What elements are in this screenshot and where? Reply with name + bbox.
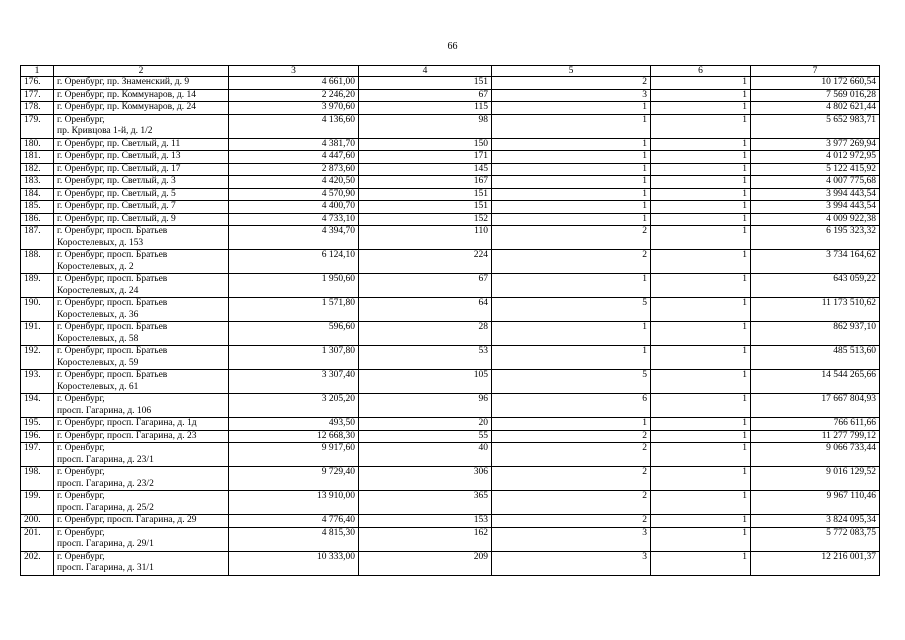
address-cell: [54, 102, 229, 115]
column-5-cell: 1: [492, 201, 651, 214]
address-cell: [54, 89, 229, 102]
area-cell: 1 571,80: [229, 298, 359, 322]
address-line: г. Оренбург, просп. Гагарина, д. 23: [57, 430, 197, 441]
address-line: просп. Гагарина, д. 29/1: [57, 539, 154, 549]
column-6-cell: 1: [651, 418, 751, 431]
address-line: г. Оренбург, пр. Коммунаров, д. 14: [57, 89, 196, 100]
address-line: г. Оренбург, просп. Гагарина, д. 1д: [57, 418, 197, 428]
column-5-cell: 1: [492, 114, 651, 138]
address-line: г. Оренбург, пр. Светлый, д. 9: [57, 213, 176, 224]
table-row: [21, 102, 880, 115]
header-cell-5: 5: [492, 66, 651, 77]
row-number: 179.: [21, 114, 54, 138]
column-5-cell: 1: [492, 274, 651, 298]
address-cell: [54, 298, 229, 322]
column-5-cell: 1: [492, 102, 651, 115]
row-number: 199.: [21, 491, 54, 515]
column-6-cell: 1: [651, 176, 751, 189]
address-line: Коростелевых, д. 61: [57, 381, 139, 392]
column-5-cell: 1: [492, 418, 651, 431]
row-number: 185.: [21, 201, 54, 214]
cost-cell: 643 059,22: [751, 274, 880, 298]
column-5-cell: 3: [492, 551, 651, 575]
row-number: 195.: [21, 418, 54, 431]
column-6-cell: 1: [651, 322, 751, 346]
column-6-cell: 1: [651, 443, 751, 467]
address-cell: [54, 515, 229, 528]
table-row: [21, 138, 880, 151]
address-cell: [54, 163, 229, 176]
row-number: 180.: [21, 138, 54, 151]
column-5-cell: 1: [492, 138, 651, 151]
address-cell: [54, 138, 229, 151]
column-5-cell: 1: [492, 213, 651, 226]
cost-cell: 17 667 804,93: [751, 394, 880, 418]
area-cell: 3 307,40: [229, 370, 359, 394]
address-line: г. Оренбург, просп. Братьев: [57, 346, 168, 356]
area-cell: 9 917,60: [229, 443, 359, 467]
area-cell: 4 733,10: [229, 213, 359, 226]
address-cell: [54, 491, 229, 515]
address-cell: [54, 322, 229, 346]
column-6-cell: 1: [651, 370, 751, 394]
address-line: г. Оренбург,: [57, 551, 105, 562]
row-number: 181.: [21, 151, 54, 164]
row-number: 177.: [21, 89, 54, 102]
column-5-cell: 2: [492, 515, 651, 528]
header-cell-2: 2: [54, 66, 229, 77]
row-number: 196.: [21, 430, 54, 443]
column-4-cell: 64: [359, 298, 492, 322]
column-6-cell: 1: [651, 163, 751, 176]
column-4-cell: 55: [359, 430, 492, 443]
cost-cell: 10 172 660,54: [751, 77, 880, 90]
address-cell: [54, 274, 229, 298]
row-number: 188.: [21, 250, 54, 274]
row-number: 183.: [21, 176, 54, 189]
cost-cell: 7 569 016,28: [751, 89, 880, 102]
address-line: г. Оренбург, просп. Братьев: [57, 274, 168, 284]
area-cell: 4 400,70: [229, 201, 359, 214]
address-cell: [54, 418, 229, 431]
column-5-cell: 5: [492, 370, 651, 394]
cost-cell: 3 994 443,54: [751, 201, 880, 214]
address-cell: [54, 370, 229, 394]
area-cell: 4 570,90: [229, 188, 359, 201]
address-line: просп. Гагарина, д. 106: [57, 405, 152, 416]
address-line: Коростелевых, д. 36: [57, 309, 139, 320]
header-cell-4: 4: [359, 66, 492, 77]
table-row: [21, 163, 880, 176]
address-line: г. Оренбург,: [57, 527, 105, 538]
column-4-cell: 365: [359, 491, 492, 515]
row-number: 201.: [21, 527, 54, 551]
header-cell-3: 3: [229, 66, 359, 77]
area-cell: 4 447,60: [229, 151, 359, 164]
address-cell: [54, 188, 229, 201]
address-cell: [54, 201, 229, 214]
address-line: Коростелевых, д. 2: [57, 261, 134, 272]
column-6-cell: 1: [651, 89, 751, 102]
address-line: г. Оренбург, просп. Братьев: [57, 250, 168, 260]
address-cell: [54, 551, 229, 575]
table-row: [21, 114, 880, 138]
column-4-cell: 67: [359, 89, 492, 102]
row-number: 178.: [21, 102, 54, 115]
cost-cell: 485 513,60: [751, 346, 880, 370]
address-line: г. Оренбург,: [57, 114, 105, 125]
address-cell: [54, 467, 229, 491]
address-cell: [54, 250, 229, 274]
area-cell: 1 307,80: [229, 346, 359, 370]
address-line: г. Оренбург, просп. Братьев: [57, 226, 168, 236]
table-row: [21, 551, 880, 575]
column-5-cell: 2: [492, 467, 651, 491]
column-6-cell: 1: [651, 250, 751, 274]
column-6-cell: 1: [651, 491, 751, 515]
column-4-cell: 98: [359, 114, 492, 138]
column-4-cell: 151: [359, 188, 492, 201]
address-cell: [54, 527, 229, 551]
area-cell: 596,60: [229, 322, 359, 346]
header-cell-6: 6: [651, 66, 751, 77]
column-5-cell: 3: [492, 527, 651, 551]
cost-cell: 9 016 129,52: [751, 467, 880, 491]
address-line: просп. Гагарина, д. 23/2: [57, 478, 154, 489]
address-line: Коростелевых, д. 59: [57, 357, 139, 368]
area-cell: 3 970,60: [229, 102, 359, 115]
address-line: г. Оренбург, просп. Гагарина, д. 29: [57, 515, 197, 525]
column-6-cell: 1: [651, 201, 751, 214]
table-row: [21, 151, 880, 164]
column-5-cell: 1: [492, 151, 651, 164]
column-4-cell: 224: [359, 250, 492, 274]
area-cell: 3 205,20: [229, 394, 359, 418]
column-4-cell: 306: [359, 467, 492, 491]
column-5-cell: 6: [492, 394, 651, 418]
cost-cell: 5 772 083,75: [751, 527, 880, 551]
table-row: [21, 89, 880, 102]
address-cell: [54, 176, 229, 189]
area-cell: 493,50: [229, 418, 359, 431]
column-5-cell: 1: [492, 163, 651, 176]
cost-cell: 4 012 972,95: [751, 151, 880, 164]
housing-registry-table: [20, 65, 880, 576]
address-line: г. Оренбург,: [57, 443, 105, 453]
address-line: г. Оренбург, пр. Знаменский, д. 9: [57, 77, 190, 87]
area-cell: 4 815,30: [229, 527, 359, 551]
column-6-cell: 1: [651, 102, 751, 115]
cost-cell: 3 977 269,94: [751, 138, 880, 151]
address-cell: [54, 114, 229, 138]
column-6-cell: 1: [651, 151, 751, 164]
area-cell: 2 873,60: [229, 163, 359, 176]
table-row: [21, 226, 880, 250]
column-5-cell: 2: [492, 77, 651, 90]
column-4-cell: 162: [359, 527, 492, 551]
area-cell: 1 950,60: [229, 274, 359, 298]
column-4-cell: 53: [359, 346, 492, 370]
column-4-cell: 153: [359, 515, 492, 528]
address-line: просп. Гагарина, д. 31/1: [57, 563, 154, 573]
column-5-cell: 1: [492, 176, 651, 189]
address-line: пр. Кривцова 1-й, д. 1/2: [57, 126, 153, 136]
table-row: [21, 213, 880, 226]
column-6-cell: 1: [651, 467, 751, 491]
address-cell: [54, 151, 229, 164]
area-cell: 9 729,40: [229, 467, 359, 491]
row-number: 184.: [21, 188, 54, 201]
cost-cell: 9 066 733,44: [751, 443, 880, 467]
cost-cell: 3 734 164,62: [751, 250, 880, 274]
table-body: [21, 77, 880, 576]
column-6-cell: 1: [651, 274, 751, 298]
row-number: 187.: [21, 226, 54, 250]
area-cell: 4 394,70: [229, 226, 359, 250]
column-6-cell: 1: [651, 213, 751, 226]
cost-cell: 4 009 922,38: [751, 213, 880, 226]
area-cell: 12 668,30: [229, 430, 359, 443]
row-number: 193.: [21, 370, 54, 394]
column-4-cell: 152: [359, 213, 492, 226]
column-4-cell: 171: [359, 151, 492, 164]
column-4-cell: 151: [359, 77, 492, 90]
column-5-cell: 3: [492, 89, 651, 102]
address-cell: [54, 77, 229, 90]
address-cell: [54, 443, 229, 467]
column-4-cell: 105: [359, 370, 492, 394]
header-cell-1: 1: [21, 66, 54, 77]
column-5-cell: 2: [492, 250, 651, 274]
column-4-cell: 110: [359, 226, 492, 250]
column-6-cell: 1: [651, 226, 751, 250]
cost-cell: 3 824 095,34: [751, 515, 880, 528]
address-line: Коростелевых, д. 58: [57, 333, 139, 344]
table-row: [21, 527, 880, 551]
column-6-cell: 1: [651, 430, 751, 443]
cost-cell: 766 611,66: [751, 418, 880, 431]
column-4-cell: 150: [359, 138, 492, 151]
cost-cell: 11 173 510,62: [751, 298, 880, 322]
address-cell: [54, 213, 229, 226]
area-cell: 4 136,60: [229, 114, 359, 138]
row-number: 200.: [21, 515, 54, 528]
table-row: [21, 491, 880, 515]
column-4-cell: 209: [359, 551, 492, 575]
table-row: [21, 77, 880, 90]
row-number: 202.: [21, 551, 54, 575]
column-4-cell: 40: [359, 443, 492, 467]
column-6-cell: 1: [651, 515, 751, 528]
table-row: [21, 467, 880, 491]
table-row: [21, 346, 880, 370]
column-6-cell: 1: [651, 551, 751, 575]
address-cell: [54, 346, 229, 370]
cost-cell: 3 994 443,54: [751, 188, 880, 201]
row-number: 186.: [21, 213, 54, 226]
address-line: г. Оренбург,: [57, 394, 105, 404]
column-5-cell: 2: [492, 226, 651, 250]
address-line: Коростелевых, д. 24: [57, 285, 139, 296]
table-row: [21, 176, 880, 189]
table-row: [21, 322, 880, 346]
column-6-cell: 1: [651, 346, 751, 370]
cost-cell: 6 195 323,32: [751, 226, 880, 250]
row-number: 190.: [21, 298, 54, 322]
column-4-cell: 145: [359, 163, 492, 176]
column-5-cell: 1: [492, 346, 651, 370]
address-line: г. Оренбург, просп. Братьев: [57, 370, 168, 380]
row-number: 176.: [21, 77, 54, 90]
area-cell: 10 333,00: [229, 551, 359, 575]
cost-cell: 11 277 799,12: [751, 430, 880, 443]
table-row: [21, 443, 880, 467]
address-line: г. Оренбург, пр. Светлый, д. 7: [57, 201, 176, 211]
address-line: г. Оренбург, пр. Светлый, д. 13: [57, 151, 181, 161]
address-line: просп. Гагарина, д. 23/1: [57, 454, 154, 465]
header-row: [21, 66, 880, 77]
address-cell: [54, 394, 229, 418]
table-row: [21, 418, 880, 431]
area-cell: 4 661,00: [229, 77, 359, 90]
cost-cell: 4 007 775,68: [751, 176, 880, 189]
column-4-cell: 115: [359, 102, 492, 115]
column-5-cell: 2: [492, 443, 651, 467]
column-6-cell: 1: [651, 77, 751, 90]
row-number: 192.: [21, 346, 54, 370]
address-cell: [54, 226, 229, 250]
column-6-cell: 1: [651, 138, 751, 151]
column-4-cell: 20: [359, 418, 492, 431]
column-4-cell: 96: [359, 394, 492, 418]
cost-cell: 862 937,10: [751, 322, 880, 346]
address-line: г. Оренбург, просп. Братьев: [57, 298, 168, 308]
cost-cell: 12 216 001,37: [751, 551, 880, 575]
address-line: г. Оренбург, пр. Светлый, д. 11: [57, 138, 181, 149]
table-row: [21, 274, 880, 298]
area-cell: 4 776,40: [229, 515, 359, 528]
address-line: г. Оренбург, просп. Братьев: [57, 322, 168, 332]
cost-cell: 5 652 983,71: [751, 114, 880, 138]
cost-cell: 5 122 415,92: [751, 163, 880, 176]
table-row: [21, 515, 880, 528]
row-number: 197.: [21, 443, 54, 467]
area-cell: 6 124,10: [229, 250, 359, 274]
table-row: [21, 188, 880, 201]
column-5-cell: 5: [492, 298, 651, 322]
table-row: [21, 370, 880, 394]
address-line: Коростелевых, д. 153: [57, 237, 144, 248]
address-line: г. Оренбург, пр. Светлый, д. 3: [57, 176, 176, 186]
address-line: г. Оренбург, пр. Светлый, д. 17: [57, 163, 181, 174]
row-number: 194.: [21, 394, 54, 418]
area-cell: 4 420,50: [229, 176, 359, 189]
table-row: [21, 298, 880, 322]
address-line: г. Оренбург, пр. Коммунаров, д. 24: [57, 102, 196, 112]
column-4-cell: 28: [359, 322, 492, 346]
row-number: 198.: [21, 467, 54, 491]
column-6-cell: 1: [651, 188, 751, 201]
header-cell-7: 7: [751, 66, 880, 77]
column-6-cell: 1: [651, 298, 751, 322]
address-line: г. Оренбург,: [57, 467, 105, 477]
column-4-cell: 67: [359, 274, 492, 298]
column-6-cell: 1: [651, 394, 751, 418]
column-5-cell: 1: [492, 188, 651, 201]
row-number: 189.: [21, 274, 54, 298]
address-line: г. Оренбург,: [57, 491, 105, 501]
area-cell: 4 381,70: [229, 138, 359, 151]
column-5-cell: 2: [492, 491, 651, 515]
row-number: 182.: [21, 163, 54, 176]
column-6-cell: 1: [651, 527, 751, 551]
column-5-cell: 2: [492, 430, 651, 443]
cost-cell: 14 544 265,66: [751, 370, 880, 394]
table-row: [21, 201, 880, 214]
area-cell: 13 910,00: [229, 491, 359, 515]
cost-cell: 9 967 110,46: [751, 491, 880, 515]
row-number: 191.: [21, 322, 54, 346]
column-4-cell: 167: [359, 176, 492, 189]
area-cell: 2 246,20: [229, 89, 359, 102]
address-line: просп. Гагарина, д. 25/2: [57, 502, 154, 513]
address-line: г. Оренбург, пр. Светлый, д. 5: [57, 188, 176, 199]
page-number: 66: [447, 41, 458, 52]
cost-cell: 4 802 621,44: [751, 102, 880, 115]
table-row: [21, 430, 880, 443]
table-row: [21, 394, 880, 418]
column-6-cell: 1: [651, 114, 751, 138]
table-row: [21, 250, 880, 274]
address-cell: [54, 430, 229, 443]
column-5-cell: 1: [492, 322, 651, 346]
column-4-cell: 151: [359, 201, 492, 214]
